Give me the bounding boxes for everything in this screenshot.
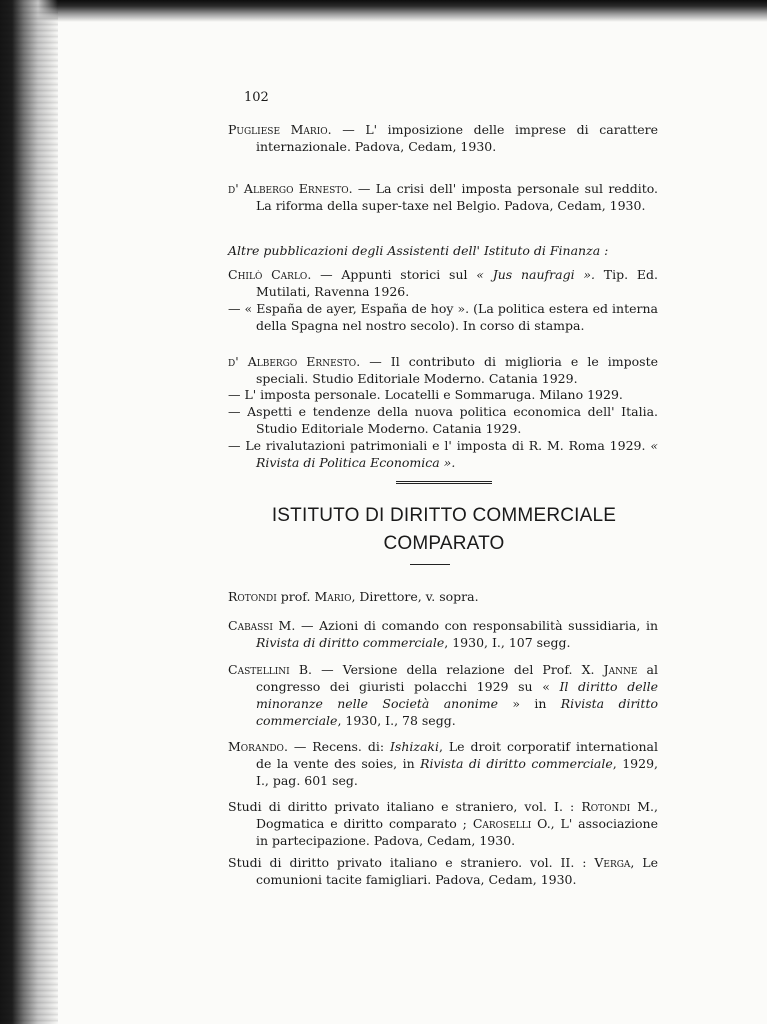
entry-author: Pugliese Mario	[228, 122, 328, 137]
entry-text: , Le droit corporatif international de la vente des soies, in	[256, 739, 658, 771]
entry-author: Rotondi	[228, 589, 277, 604]
entry-castellini	[228, 661, 658, 729]
section-heading-line1: ISTITUTO DI DIRITTO COMMERCIALE	[271, 505, 617, 526]
bib-entry-chilo-espana	[228, 300, 658, 334]
entry-text: , Le comunioni tacite famigliari. Padova, Cedam, 1930.	[256, 855, 658, 887]
entry-text: Studi di diritto privato italiano e straniero, vol. I. :	[228, 799, 582, 814]
entry-text: — Versione della relazione del Prof. X.	[312, 662, 604, 677]
entry-text: Tip. Ed. Mutilati, Ravenna 1926.	[256, 267, 658, 299]
entry-text: , 1930, I., 107 segg.	[444, 635, 571, 650]
heading-underline	[410, 564, 450, 565]
bib-entry-albergo-rivalutazioni	[228, 437, 658, 471]
bib-entry-pugliese	[228, 121, 658, 155]
page-number: 102	[244, 90, 269, 105]
assistants-caption: Altre pubblicazioni degli Assistenti dell' Istituto di Finanza :	[228, 243, 609, 258]
entry-text: al congresso dei giuristi polacchi 1929 su «	[256, 662, 658, 694]
entry-studi-vol1	[228, 798, 658, 849]
entry-text: , 1930, I., 78 segg.	[337, 713, 456, 728]
entry-text: O., L' associazione in partecipazione. Padova, Cedam, 1930.	[256, 816, 658, 848]
entry-name: Rotondi	[581, 799, 631, 814]
entry-italic: « Rivista di Politica Economica ».	[256, 438, 658, 470]
entry-italic: Rivista di diritto commerciale	[420, 756, 613, 771]
entry-italic: « Jus naufragi ».	[476, 267, 595, 282]
entry-name: Verga	[594, 855, 631, 870]
entry-text: » in	[498, 696, 561, 711]
entry-text: — L' imposta personale. Locatelli e Sommaruga. Milano 1929.	[228, 387, 623, 402]
entry-morando	[228, 738, 658, 789]
entry-author: Cabassi M.	[228, 618, 296, 633]
entry-italic: Ishizaki	[389, 739, 439, 754]
entry-text: , Direttore, v. sopra.	[351, 589, 479, 604]
entry-text: Studi di diritto privato italiano e straniero. vol. II. :	[228, 855, 595, 870]
entry-italic: Rivista di diritto commerciale	[256, 635, 445, 650]
entry-text: prof.	[276, 589, 315, 604]
entry-text: , 1929, I., pag. 601 seg.	[256, 756, 659, 788]
entry-italic: Il diritto delle minoranze nelle Società anonime	[256, 679, 658, 711]
bib-entry-albergo-crisi	[228, 180, 658, 214]
book-spine-shadow	[0, 0, 58, 1024]
entry-name: Mario	[314, 589, 352, 604]
entry-author: Morando	[228, 739, 284, 754]
entry-cabassi	[228, 617, 658, 651]
entry-italic: Rivista diritto commerciale	[256, 696, 658, 728]
entry-rotondi	[228, 588, 658, 605]
section-divider	[396, 481, 492, 484]
bib-entry-chilo	[228, 266, 658, 300]
entry-text: . — Recens. di:	[283, 739, 390, 754]
bib-entry-albergo-contributo	[228, 353, 658, 387]
entry-text: — « España de ayer, España de hoy ». (La politica estera ed interna della Spagna nel nostro secolo). In corso di stampa.	[228, 301, 658, 333]
entry-studi-vol2	[228, 854, 658, 888]
bib-entry-albergo-imposta	[228, 386, 658, 403]
entry-text: — Azioni di comando con responsabilità sussidiaria, in	[295, 618, 659, 633]
entry-text: — Le rivalutazioni patrimoniali e l' imposta di R. M. Roma 1929.	[228, 438, 646, 453]
entry-author: Castellini B.	[228, 662, 313, 677]
entry-name: Caroselli	[472, 816, 532, 831]
entry-text: . — L' imposizione delle imprese di carattere internazionale. Padova, Cedam, 1930.	[256, 122, 658, 154]
bib-entry-albergo-aspetti	[228, 403, 658, 437]
entry-author: d' Albergo Ernesto	[228, 181, 349, 196]
entry-text: M., Dogmatica e diritto comparato ;	[256, 799, 658, 831]
section-heading-line2: COMPARATO	[383, 533, 505, 554]
entry-text: . — Appunti storici sul	[307, 267, 477, 282]
entry-text: . — Il contributo di miglioria e le imposte speciali. Studio Editoriale Moderno. Catania 1929.	[256, 354, 658, 386]
entry-author: d' Albergo Ernesto	[228, 354, 357, 369]
entry-author: Chilò Carlo	[228, 267, 308, 282]
entry-text: — Aspetti e tendenze della nuova politica economica dell' Italia. Studio Editoriale Moderno. Catania 1929.	[228, 404, 658, 436]
entry-text: . — La crisi dell' imposta personale sul reddito. La riforma della super-taxe nel Belgio. Padova, Cedam, 1930.	[256, 181, 658, 213]
entry-name: Janne	[603, 662, 638, 677]
document-page	[228, 0, 660, 1024]
